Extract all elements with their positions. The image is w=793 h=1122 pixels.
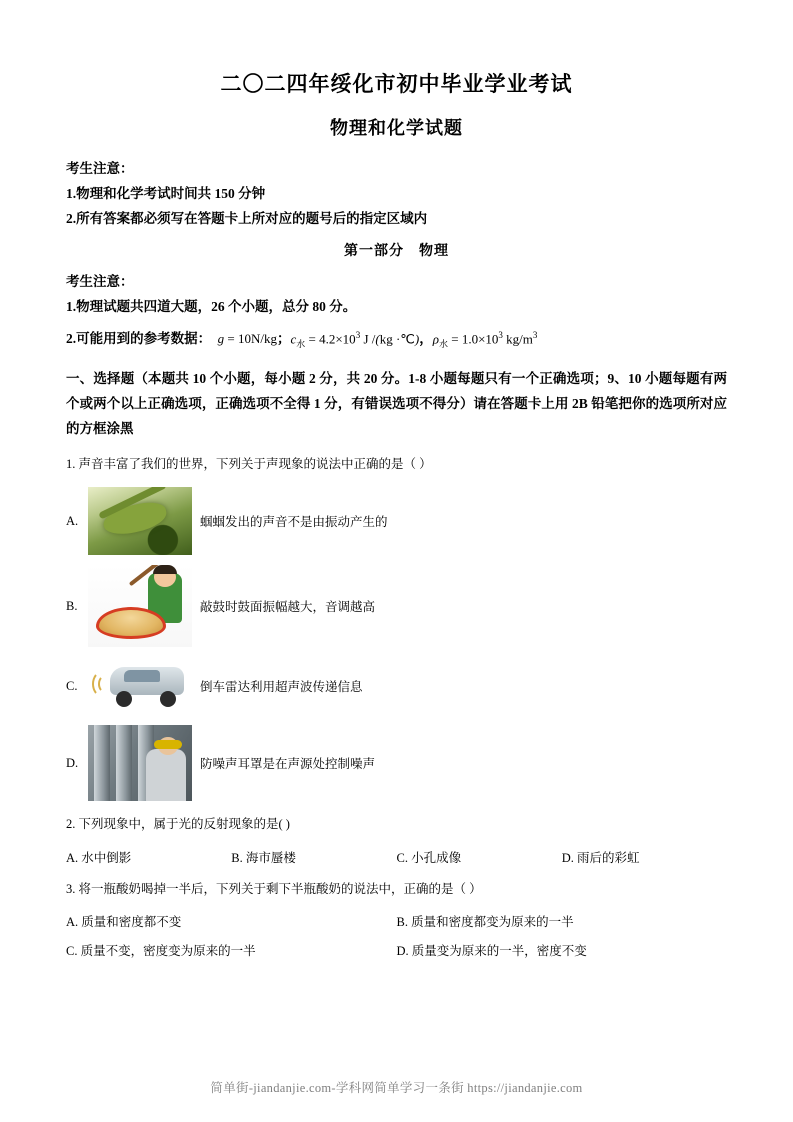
- question-3-choices-row-2: [66, 941, 727, 959]
- boy-beating-drum-image: [88, 565, 192, 647]
- car-reversing-radar-image: [88, 657, 192, 715]
- reference-data-line: [66, 321, 727, 358]
- option-b-text: 敲鼓时鼓面振幅越大，音调越高: [200, 600, 376, 615]
- car-window-shape: [124, 670, 160, 682]
- page-subtitle: 物理和化学试题: [330, 118, 463, 138]
- question-1: [66, 453, 727, 802]
- factory-worker-earmuffs-image: [88, 725, 192, 801]
- notice-item-1: 1.物理和化学考试时间共 150 分钟: [66, 186, 266, 201]
- question-2-choices: [66, 848, 727, 866]
- notice-item-2: 2.所有答案都必须写在答题卡上所对应的题号后的指定区域内: [66, 211, 428, 226]
- formula-specific-heat: $c_水 = 4.2\times 10^3$ J /(kg ·℃): [290, 330, 420, 349]
- drum-shape: [96, 607, 166, 639]
- question-3-choices-row-1: [66, 912, 727, 930]
- question-3-choice-a[interactable]: A. 质量和密度都不变: [66, 915, 182, 930]
- physics-notice-item-1: 1.物理试题共四道大题，26 个小题，总分 80 分。: [66, 299, 357, 314]
- part-title: 第一部分 物理: [344, 244, 449, 259]
- question-2-choice-d[interactable]: D. 雨后的彩虹: [561, 850, 640, 865]
- car-wheel-front-shape: [116, 691, 132, 707]
- question-1-stem: [66, 453, 727, 475]
- car-wheel-rear-shape: [160, 691, 176, 707]
- factory-pipe-2-shape: [116, 725, 132, 801]
- option-d-text: 防噪声耳罩是在声源处控制噪声: [200, 757, 376, 772]
- question-3-number: 3.: [66, 881, 76, 896]
- question-3-text: 将一瓶酸奶喝掉一半后，下列关于剩下半瓶酸奶的说法中，正确的是（ ）: [78, 881, 482, 896]
- question-2: [66, 813, 727, 866]
- question-1-option-a[interactable]: [66, 487, 727, 555]
- question-2-text: 下列现象中，属于光的反射现象的是( ): [78, 817, 290, 832]
- reference-data-prefix: 2.可能用到的参考数据：: [66, 331, 212, 347]
- formula-separator-2: ，: [419, 331, 433, 347]
- question-1-number: 1.: [66, 456, 76, 471]
- question-2-number: 2.: [66, 817, 76, 832]
- option-d-label: D.: [66, 755, 79, 770]
- question-1-option-b[interactable]: [66, 565, 727, 647]
- option-a-label: A.: [66, 513, 79, 528]
- question-1-text: 声音丰富了我们的世界，下列关于声现象的说法中正确的是（ ）: [78, 456, 432, 471]
- question-3: [66, 878, 727, 960]
- question-3-stem: [66, 878, 727, 900]
- question-1-option-d[interactable]: [66, 725, 727, 801]
- factory-pipe-1-shape: [94, 725, 110, 801]
- candidate-notice-block: [66, 156, 727, 231]
- worker-body-shape: [146, 749, 186, 801]
- option-a-text: 蝈蝈发出的声音不是由振动产生的: [200, 515, 388, 530]
- physics-notice-block: [66, 269, 727, 358]
- page-footer: 简单街-jiandanjie.com-学科网简单学习一条街 https://jiandanjie.com: [210, 1081, 583, 1095]
- formula-density: $\rho_水 = 1.0\times 10^3$ $kg/m^3$: [432, 330, 538, 349]
- page-title: 二〇二四年绥化市初中毕业学业考试: [220, 72, 573, 96]
- option-b-label: B.: [66, 598, 78, 613]
- question-2-choice-a[interactable]: A. 水中倒影: [66, 850, 132, 865]
- boy-hair-shape: [153, 565, 177, 574]
- section-one-instructions: 一、选择题（本题共 10 个小题，每小题 2 分，共 20 分。1-8 小题每题只有一个正确选项；9、10 小题每题有两个或两个以上正确选项，正确选项不全得 1 分，有错误选项不得分）请在答题卡上用 2B 铅笔把你的选项所对应的方框涂黑: [66, 370, 727, 436]
- question-3-choice-b[interactable]: B. 质量和密度都变为原来的一半: [396, 915, 574, 930]
- question-3-choice-d[interactable]: D. 质量变为原来的一半，密度不变: [396, 944, 587, 959]
- notice-heading-2: 考生注意：: [66, 274, 134, 289]
- option-c-label: C.: [66, 678, 78, 693]
- katydid-on-leaf-image: [88, 487, 192, 555]
- formula-separator-1: ；: [276, 331, 291, 347]
- question-3-choice-c[interactable]: C. 质量不变，密度变为原来的一半: [66, 944, 256, 959]
- question-2-choice-b[interactable]: B. 海市蜃楼: [231, 850, 296, 865]
- formula-gravity: g = 10N/kg: [217, 331, 277, 347]
- ear-protector-shape: [154, 740, 182, 749]
- question-2-choice-c[interactable]: C. 小孔成像: [396, 850, 462, 865]
- option-c-text: 倒车雷达利用超声波传递信息: [200, 680, 363, 695]
- question-1-option-c[interactable]: [66, 657, 727, 715]
- notice-heading: 考生注意：: [66, 161, 134, 176]
- question-2-stem: [66, 813, 727, 835]
